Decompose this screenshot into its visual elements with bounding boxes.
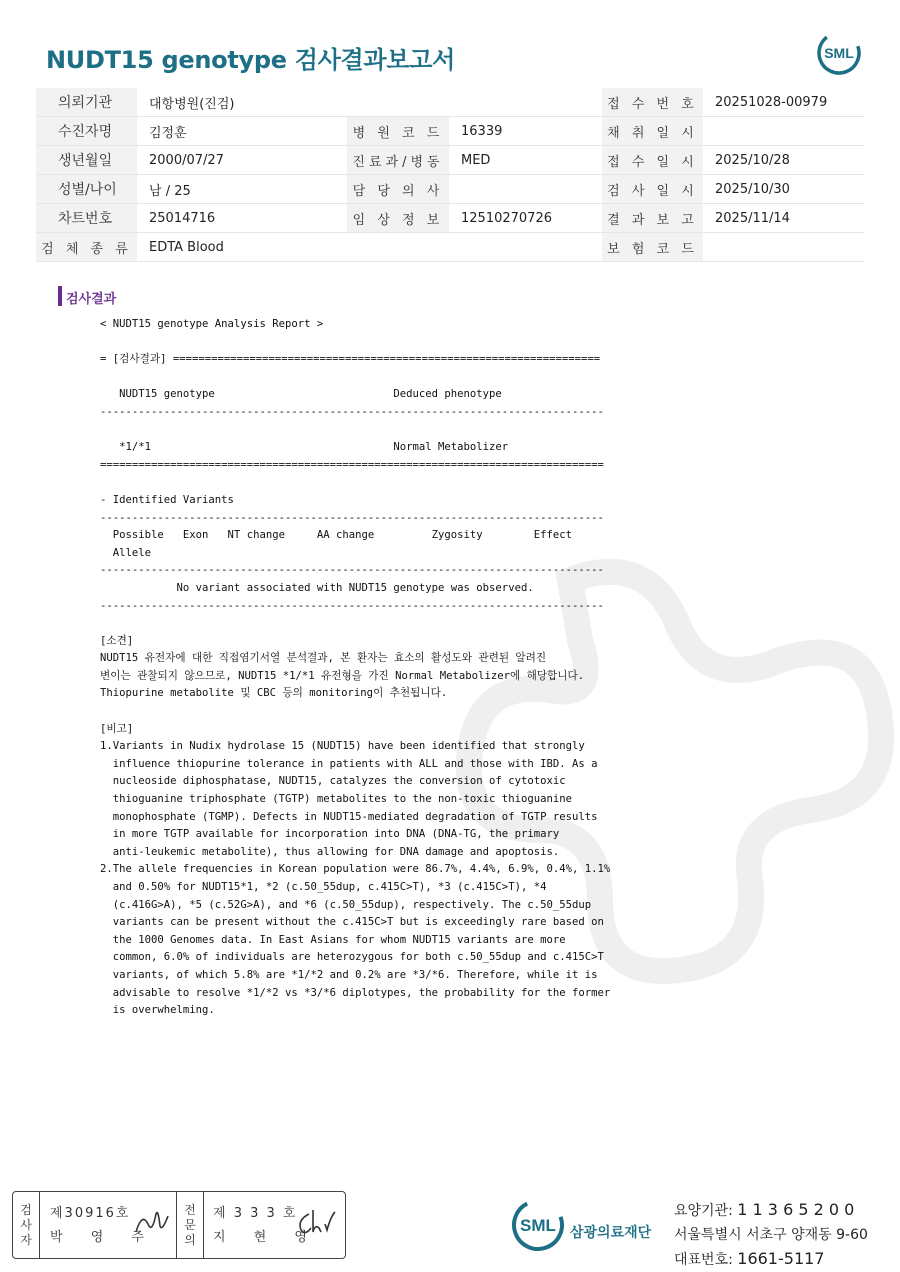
report-line: = [검사결과] =================================================================== (100, 353, 601, 366)
footer-org-name: 삼광의료재단 (570, 1225, 652, 1241)
info-row (36, 175, 864, 204)
info-value: 대항병원(진검) (137, 88, 602, 117)
info-label: 진료과/병동 (347, 146, 449, 175)
report-line: variants, of which 5.8% are *1/*2 and 0.2% are *3/*6. Therefore, while it is (100, 968, 598, 981)
info-value: EDTA Blood (137, 233, 602, 262)
report-line: advisable to resolve *1/*2 vs *3/*6 diplotypes, the probability for the former (100, 986, 611, 999)
examiner-license-number: 제30916호 (50, 1206, 131, 1221)
examiner-name: 박 영 주 (50, 1230, 156, 1245)
report-line: and 0.50% for NUDT15*1, *2 (c.50_55dup, c.415C>T), *3 (c.415C>T), *4 (100, 881, 547, 893)
report-line: NUDT15 유전자에 대한 직접염기서열 분석결과, 본 환자는 효소의 활성도와 관련된 알려진 (100, 652, 547, 665)
phone-label: 대표번호: (674, 1252, 738, 1268)
report-line: No variant associated with NUDT15 genotype was observed. (100, 581, 534, 594)
report-line: [비고] (100, 722, 134, 735)
report-line: ------------------------------------------------------------------------------- (100, 599, 604, 612)
info-label: 의뢰기관 (36, 88, 137, 117)
info-label: 보 험 코 드 (602, 233, 703, 262)
footer-logo-text: SML (520, 1216, 556, 1235)
report-line: 변이는 관찰되지 않으므로, NUDT15 *1/*1 유전형을 가진 Normal Metabolizer에 해당합니다. (100, 669, 585, 682)
info-value (449, 175, 602, 204)
sml-logo (816, 30, 862, 76)
info-label: 병 원 코 드 (347, 117, 449, 146)
report-line: monophosphate (TGMP). Defects in NUDT15-mediated degradation of TGTP results (100, 810, 598, 823)
institution-code-label: 요양기관: (674, 1203, 738, 1219)
info-label: 수진자명 (36, 117, 137, 146)
info-row (36, 204, 864, 233)
info-label: 차트번호 (36, 204, 137, 233)
info-row (36, 88, 864, 117)
report-line: *1/*1 Normal Metabolizer (100, 441, 509, 454)
info-label: 검 사 일 시 (602, 175, 703, 204)
info-value: 2025/10/30 (703, 175, 864, 204)
report-line: ------------------------------------------------------------------------------- (100, 511, 604, 524)
report-line: anti-leukemic metabolite), thus allowing for DNA damage and apoptosis. (100, 845, 560, 858)
report-line: the 1000 Genomes data. In East Asians for whom NUDT15 variants are more (100, 933, 566, 946)
info-value (703, 117, 864, 146)
info-value: MED (449, 146, 602, 175)
info-row (36, 233, 864, 262)
report-line: Allele (100, 546, 152, 559)
report-line: NUDT15 genotype Deduced phenotype (100, 388, 502, 401)
info-label: 접 수 일 시 (602, 146, 703, 175)
report-line: < NUDT15 genotype Analysis Report > (100, 318, 324, 330)
specialist-name: 지 현 영 (213, 1230, 319, 1245)
institution-code: 1 1 3 6 5 2 0 0 (737, 1200, 855, 1219)
section-title: 검사결과 (66, 292, 117, 307)
report-line: nucleoside diphosphatase, NUDT15, catalyzes the conversion of cytotoxic (100, 775, 566, 788)
info-label: 접 수 번 호 (602, 88, 703, 117)
report-line: influence thiopurine tolerance in patients with ALL and those with IBD. As a (100, 757, 598, 770)
report-line: (c.416G>A), *5 (c.52G>A), and *6 (c.50_55dup), respectively. The c.50_55dup (100, 898, 592, 911)
info-label: 결 과 보 고 (602, 204, 703, 233)
examiner-handwritten-signature (132, 1206, 172, 1238)
phone-number: 1661-5117 (737, 1249, 825, 1268)
report-title: NUDT15 genotype 검사결과보고서 (46, 46, 455, 74)
info-value (703, 233, 864, 262)
report-line: ------------------------------------------------------------------------------- (100, 564, 604, 577)
info-value: 남 / 25 (137, 175, 347, 204)
report-line: variants can be present without the c.415C>T but is exceedingly rare based on (100, 916, 604, 929)
info-value: 2025/10/28 (703, 146, 864, 175)
info-label: 채 취 일 시 (602, 117, 703, 146)
report-line: common, 6.0% of individuals are heterozygous for both c.50_55dup and c.415C>T (100, 951, 604, 964)
specialist-handwritten-signature (295, 1206, 339, 1238)
footer-info (674, 1198, 868, 1272)
info-label: 임 상 정 보 (347, 204, 449, 233)
report-line: thioguanine triphosphate (TGTP) metabolites to the non-toxic thioguanine (100, 793, 572, 806)
report-line: =============================================================================== (100, 458, 604, 471)
info-label: 검 체 종 류 (36, 233, 137, 262)
report-body (100, 316, 610, 1020)
sml-footer-logo (510, 1197, 566, 1253)
info-label: 성별/나이 (36, 175, 137, 204)
specialist-label: 전 문 의 (176, 1192, 204, 1258)
section-marker (58, 286, 62, 306)
specialist-license-number: 제 3 3 3 호 (213, 1206, 298, 1221)
info-label: 생년월일 (36, 146, 137, 175)
info-row (36, 146, 864, 175)
report-line: ------------------------------------------------------------------------------- (100, 405, 604, 418)
report-line: - Identified Variants (100, 493, 234, 506)
report-line: Thiopurine metabolite 및 CBC 등의 monitoring이 추천됩니다. (100, 687, 448, 700)
signature-box (12, 1191, 346, 1259)
report-line: Possible Exon NT change AA change Zygosity Effect (100, 529, 572, 542)
info-value: 25014716 (137, 204, 347, 233)
report-line: in more TGTP available for incorporation into DNA (DNA-TG, the primary (100, 828, 560, 841)
logo-text: SML (824, 45, 854, 61)
footer-address: 서울특별시 서초구 양재동 9-60 (674, 1227, 868, 1243)
report-line: is overwhelming. (100, 1004, 215, 1017)
examiner-signature (40, 1192, 176, 1258)
info-value: 2000/07/27 (137, 146, 347, 175)
info-value: 12510270726 (449, 204, 602, 233)
patient-info-table (36, 88, 864, 262)
report-line: 1.Variants in Nudix hydrolase 15 (NUDT15) have been identified that strongly (100, 740, 585, 753)
report-line: 2.The allele frequencies in Korean population were 86.7%, 4.4%, 6.9%, 0.4%, 1.1% (100, 863, 611, 876)
info-value: 2025/11/14 (703, 204, 864, 233)
info-label: 담 당 의 사 (347, 175, 449, 204)
info-row (36, 117, 864, 146)
report-line: [소견] (100, 634, 134, 647)
specialist-signature (203, 1192, 343, 1258)
info-value: 20251028-00979 (703, 88, 864, 117)
info-value: 16339 (449, 117, 602, 146)
info-value: 김정훈 (137, 117, 347, 146)
examiner-label: 검 사 자 (13, 1192, 40, 1258)
